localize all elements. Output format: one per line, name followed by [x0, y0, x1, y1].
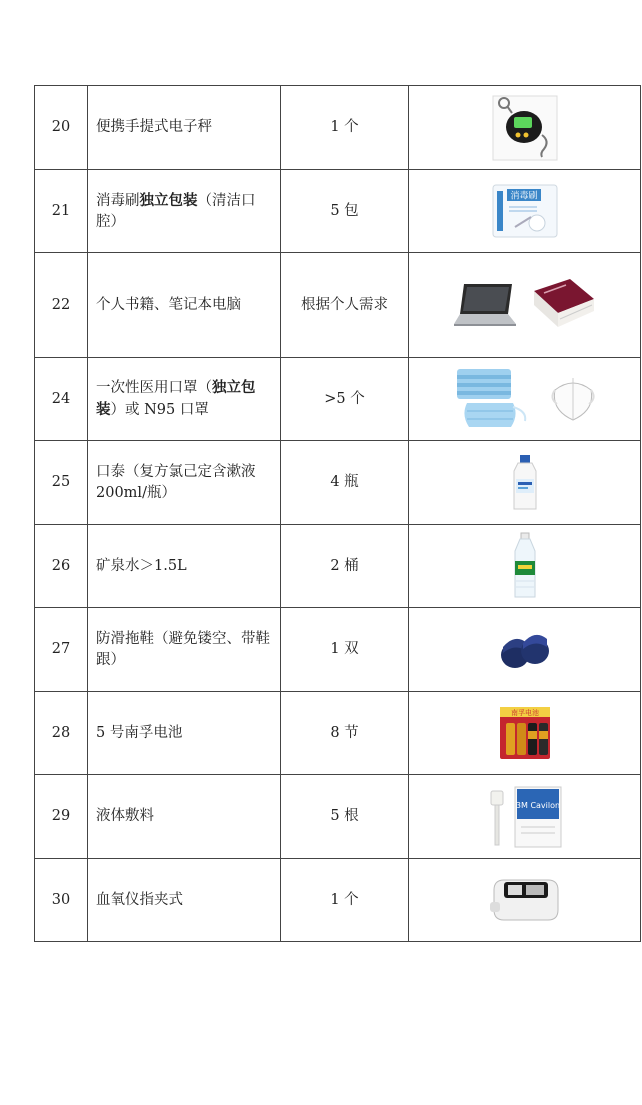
item-name-segment: 矿泉水＞1.5L [96, 557, 187, 574]
book-icon [530, 277, 598, 333]
n95-mask-icon [549, 374, 597, 424]
mouthwash-bottle-icon [509, 453, 541, 513]
item-quantity: 2 桶 [281, 525, 409, 608]
item-name-segment: 口泰（复方氯己定含漱液 200ml/瓶） [96, 463, 256, 501]
item-name-bold-segment: 独立包装 [96, 379, 256, 418]
row-number: 25 [35, 441, 88, 525]
item-image-cell [409, 253, 641, 358]
item-name-segment: 一次性医用口罩（ [96, 380, 212, 396]
table-row [35, 859, 641, 942]
item-name [88, 253, 281, 358]
item-name-segment: 消毒刷 [96, 192, 140, 209]
item-image-cell [409, 525, 641, 608]
table-row [35, 775, 641, 859]
table-row [35, 170, 641, 253]
liquid-dressing-swab-icon [485, 783, 565, 851]
item-quantity: 8 节 [281, 692, 409, 775]
item-quantity: 5 包 [281, 170, 409, 253]
item-name [88, 775, 281, 859]
item-name [88, 608, 281, 692]
row-number: 26 [35, 525, 88, 608]
item-name [88, 170, 281, 253]
item-name-segment: 液体敷料 [96, 808, 154, 824]
digital-luggage-scale-icon [492, 95, 558, 161]
item-image-cell [409, 86, 641, 170]
table-row [35, 358, 641, 441]
item-image-cell [409, 170, 641, 253]
item-name [88, 86, 281, 170]
table-row [35, 608, 641, 692]
aa-batteries-icon [498, 705, 552, 761]
item-name [88, 358, 281, 441]
item-quantity: 4 瓶 [281, 441, 409, 525]
item-quantity: >5 个 [281, 358, 409, 441]
row-number: 27 [35, 608, 88, 692]
item-image-cell [409, 608, 641, 692]
item-name-segment: 防滑拖鞋（避免镂空、带鞋跟） [96, 630, 270, 668]
row-number: 30 [35, 859, 88, 942]
row-number: 22 [35, 253, 88, 358]
item-name [88, 525, 281, 608]
item-image-cell [409, 358, 641, 441]
package-label: 消毒刷 [509, 191, 538, 202]
row-number: 20 [35, 86, 88, 170]
table-row [35, 86, 641, 170]
item-name [88, 859, 281, 942]
supply-checklist-table [34, 85, 641, 942]
item-name-bold-segment: 独立包装 [139, 191, 198, 209]
item-quantity: 5 根 [281, 775, 409, 859]
item-quantity: 1 个 [281, 859, 409, 942]
table-row [35, 253, 641, 358]
item-image-cell [409, 859, 641, 942]
medical-masks-icon [453, 365, 537, 433]
row-number: 21 [35, 170, 88, 253]
item-image-cell [409, 775, 641, 859]
laptop-icon [452, 282, 518, 328]
item-name-segment: （清洁口腔） [96, 192, 256, 230]
table-row [35, 525, 641, 608]
battery-brand-label: 南孚电池 [510, 709, 539, 717]
item-quantity: 根据个人需求 [281, 253, 409, 358]
item-image-cell [409, 692, 641, 775]
item-image-cell [409, 441, 641, 525]
item-quantity: 1 双 [281, 608, 409, 692]
water-bottle-icon [512, 531, 538, 601]
table-row [35, 692, 641, 775]
row-number: 28 [35, 692, 88, 775]
disinfection-brush-package-icon [491, 183, 559, 239]
row-number: 24 [35, 358, 88, 441]
row-number: 29 [35, 775, 88, 859]
item-name-segment: 个人书籍、笔记本电脑 [96, 296, 241, 313]
item-name-segment: 便携手提式电子秤 [96, 119, 212, 135]
item-name [88, 441, 281, 525]
pulse-oximeter-icon [488, 872, 562, 928]
item-name [88, 692, 281, 775]
item-name-segment: 血氧仪指夹式 [96, 891, 183, 908]
item-quantity: 1 个 [281, 86, 409, 170]
item-name-segment: ）或 N95 口罩 [110, 402, 209, 418]
dressing-brand-label: 3M Cavilon [515, 800, 560, 810]
table-row [35, 441, 641, 525]
slippers-icon [495, 627, 555, 673]
item-name-segment: 5 号南孚电池 [96, 724, 183, 741]
